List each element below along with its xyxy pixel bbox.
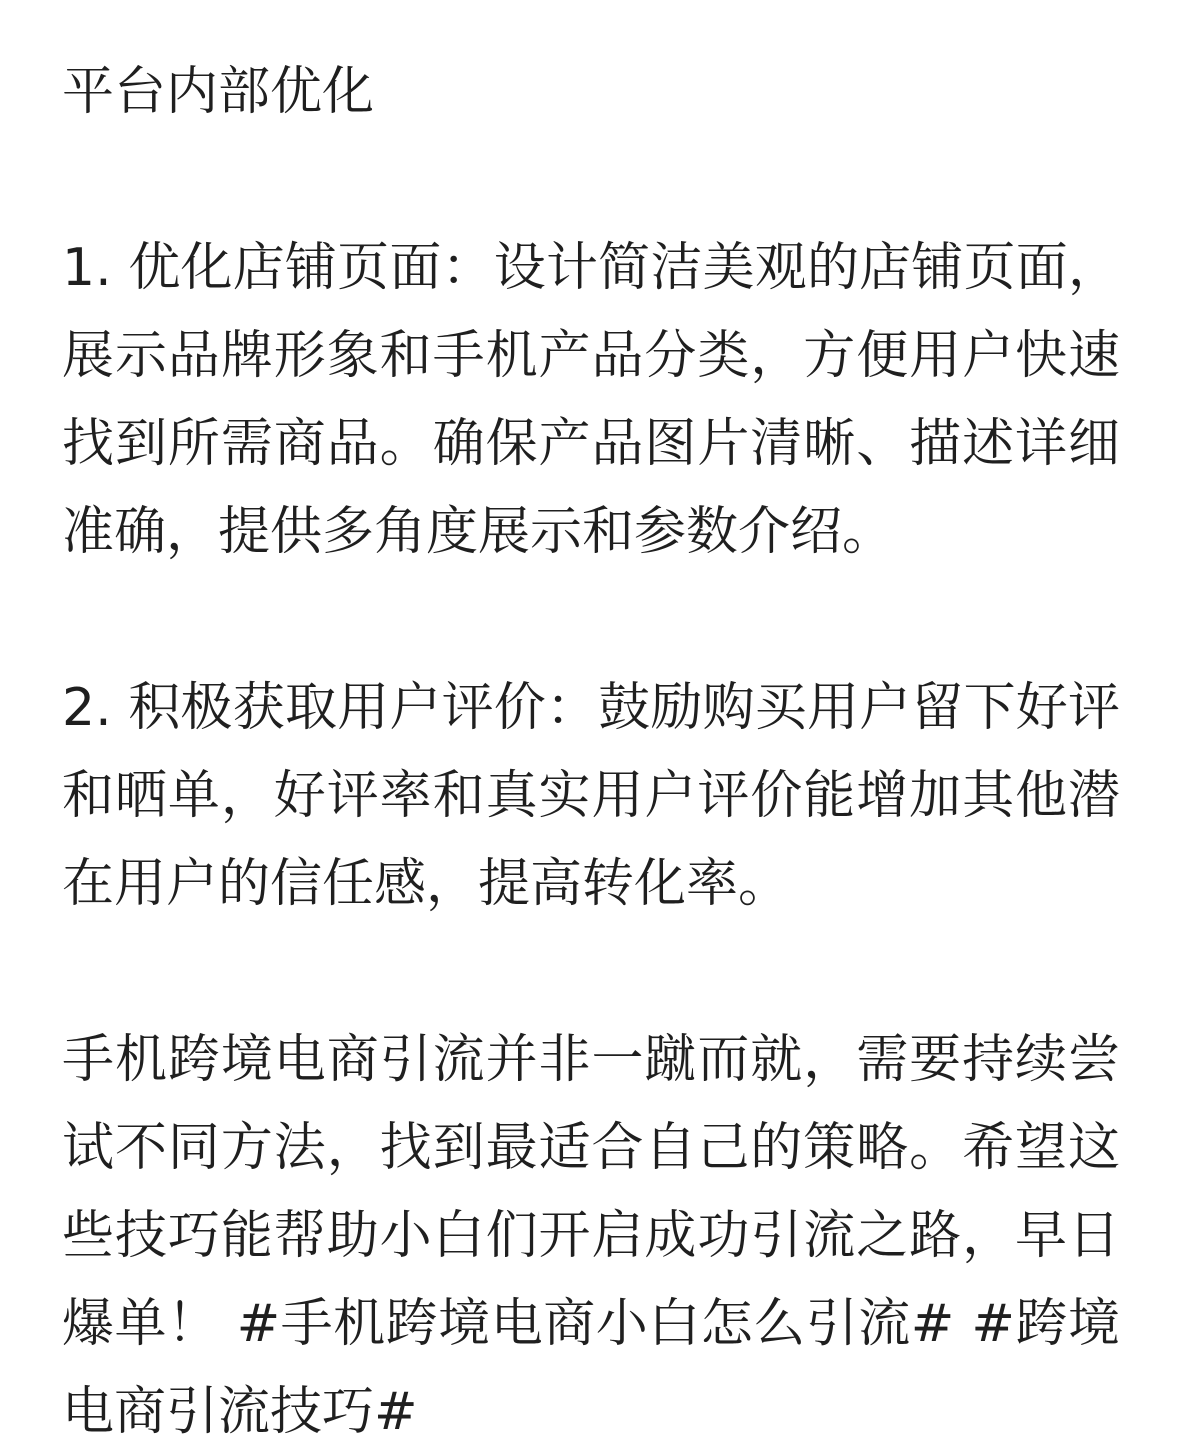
conclusion-paragraph	[62, 1016, 1120, 1456]
hashtag-link[interactable]: #手机跨境电商小白怎么引流#	[236, 1294, 955, 1354]
paragraph-text: 鼓励购买用户留下好评和晒单，好评率和真实用户评价能增加其他潜在用户的信任感，提高转化率。	[62, 678, 1120, 914]
paragraph-title: 优化店铺页面：	[128, 238, 494, 298]
paragraph-spacer	[62, 576, 1120, 664]
section-heading: 平台内部优化	[62, 62, 375, 122]
paragraph-number: 2.	[62, 678, 112, 738]
paragraph-spacer	[62, 928, 1120, 1016]
paragraph-1	[62, 224, 1120, 576]
paragraph-spacer	[62, 136, 1120, 224]
paragraph-text: 设计简洁美观的店铺页面，展示品牌形象和手机产品分类，方便用户快速找到所需商品。确保产品图片清晰、描述详细准确，提供多角度展示和参数介绍。	[62, 238, 1120, 562]
article-body	[62, 48, 1120, 1456]
paragraph-title: 积极获取用户评价：	[128, 678, 599, 738]
hashtag-link[interactable]: #跨境电商引流技巧#	[62, 1294, 1120, 1442]
paragraph-2	[62, 664, 1120, 928]
paragraph-number: 1.	[62, 238, 112, 298]
conclusion-text: 手机跨境电商引流并非一蹴而就，需要持续尝试不同方法，找到最适合自己的策略。希望这些技巧能帮助小白们开启成功引流之路，早日爆单！	[62, 1030, 1120, 1354]
